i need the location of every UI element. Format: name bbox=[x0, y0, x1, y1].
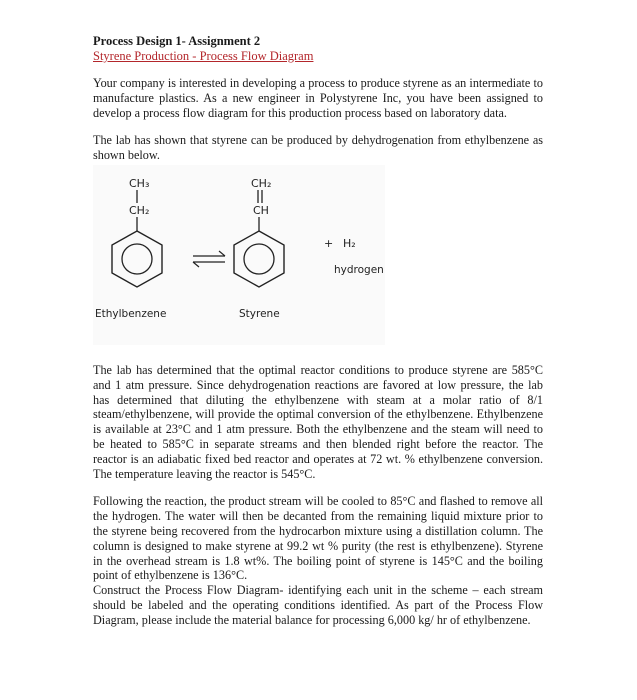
styrene-ch-label: CH bbox=[253, 203, 269, 217]
ethylbenzene-ch3-label: CH₃ bbox=[129, 176, 150, 190]
conditions-paragraph: The lab has determined that the optimal reactor conditions to produce styrene are 585°C and 1 atm pressure. Since dehydrogenation reactions are favored at low pressure, the lab has determined that diluting the ethylbenzene with steam at a molar ratio of 8/1 steam/ethylbenzene, will provide the optimal conversion of the ethylbenzene. Ethylbenzene is available at 23°C and 1 atm pressure. Both the ethylbenzene and the steam will need to be heated to 585°C in separate streams and then blended right before the reactor. The reactor is an adiabatic fixed bed reactor and operates at 72 wt. % ethylbenzene conversion. The temperature leaving the reactor is 545°C. bbox=[93, 362, 543, 481]
separation-paragraph: Following the reaction, the product stream will be cooled to 85°C and flashed to remove all the hydrogen. The water will then be decanted from the remaining liquid mixture prior to the styrene being recovered from the hydrocarbon mixture using a distillation column. The column is designed to make styrene at 99.2 wt % purity (the rest is ethylbenzene). Styrene in the overhead stream is 1.8 wt%. The boiling point of styrene is 145°C and the boiling point of ethylbenzene is 136°C. bbox=[93, 494, 543, 583]
document-title: Process Design 1- Assignment 2 bbox=[93, 34, 261, 48]
document-subtitle: Styrene Production - Process Flow Diagram bbox=[93, 49, 314, 63]
styrene-ch2-label: CH₂ bbox=[251, 176, 272, 190]
task-paragraph: Construct the Process Flow Diagram- identifying each unit in the scheme – each stream should be labeled and the operating conditions identified. As part of the Process Flow Diagram, please include the material balance for processing 6,000 kg/ hr of ethylbenzene. bbox=[93, 583, 543, 627]
hydrogen-label: hydrogen bbox=[334, 263, 384, 276]
reaction-scheme bbox=[93, 165, 543, 345]
ethylbenzene-label: Ethylbenzene bbox=[95, 307, 167, 320]
hydrogen-formula: H₂ bbox=[343, 236, 356, 250]
reaction-scheme-drawing bbox=[93, 165, 543, 345]
lab-paragraph: The lab has shown that styrene can be produced by dehydrogenation from ethylbenzene as shown below. bbox=[93, 133, 543, 163]
plus-sign: + bbox=[324, 236, 334, 250]
assignment-document bbox=[93, 34, 543, 628]
intro-paragraph: Your company is interested in developing a process to produce styrene as an intermediate to manufacture plastics. As a new engineer in Polystyrene Inc, you have been assigned to develop a process flow diagram for this production process based on laboratory data. bbox=[93, 76, 543, 120]
styrene-label: Styrene bbox=[239, 307, 280, 320]
ethylbenzene-ch2-label: CH₂ bbox=[129, 203, 150, 217]
